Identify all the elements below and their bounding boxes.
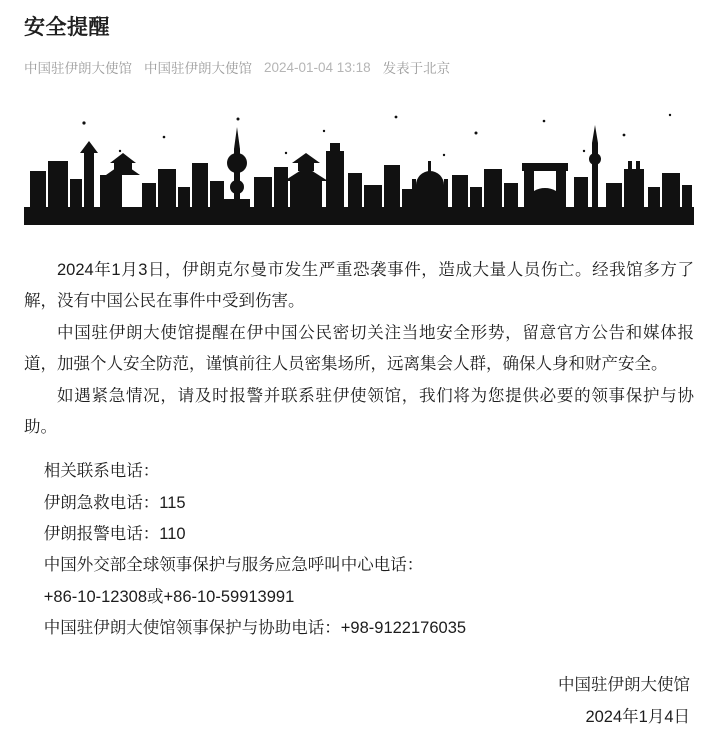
body-paragraph: 中国驻伊朗大使馆提醒在伊中国公民密切关注当地安全形势，留意官方公告和媒体报道，加强个人安全防范，谨慎前往人员密集场所，远离集会人群，确保人身和财产安全。 (24, 324, 694, 373)
meta-location: 发表于北京 (382, 61, 451, 77)
body-paragraph: 如遇紧急情况，请及时报警并联系驻伊使领馆，我们将为您提供必要的领事保护与协助。 (24, 387, 694, 436)
signature-block (24, 670, 694, 733)
contact-heading: 相关联系电话： (43, 462, 160, 481)
signature-org: 中国驻伊朗大使馆 (558, 676, 690, 695)
meta-source: 中国驻伊朗大使馆 (144, 61, 252, 77)
contact-line: 中国外交部全球领事保护与服务应急呼叫中心电话： (43, 556, 424, 575)
contact-line: +86-10-12308或+86-10-59913991 (43, 587, 295, 606)
meta-author: 中国驻伊朗大使馆 (24, 61, 132, 77)
meta-timestamp: 2024-01-04 13:18 (264, 59, 371, 75)
contact-block (24, 456, 694, 644)
body-paragraph: 2024年1月3日，伊朗克尔曼市发生严重恐袭事件，造成大量人员伤亡。经我馆多方了解，没有中国公民在事件中受到伤害。 (24, 261, 694, 310)
skyline-banner (24, 103, 694, 233)
page-title: 安全提醒 (24, 16, 110, 39)
contact-line: 伊朗报警电话：110 (43, 525, 186, 544)
contact-line: 中国驻伊朗大使馆领事保护与协助电话：+98-9122176035 (43, 619, 467, 638)
contact-line: 伊朗急救电话：115 (43, 493, 186, 512)
article-meta (24, 57, 694, 77)
article-body (24, 255, 694, 644)
signature-date: 2024年1月4日 (585, 707, 690, 726)
city-skyline-silhouette-icon (24, 103, 694, 233)
